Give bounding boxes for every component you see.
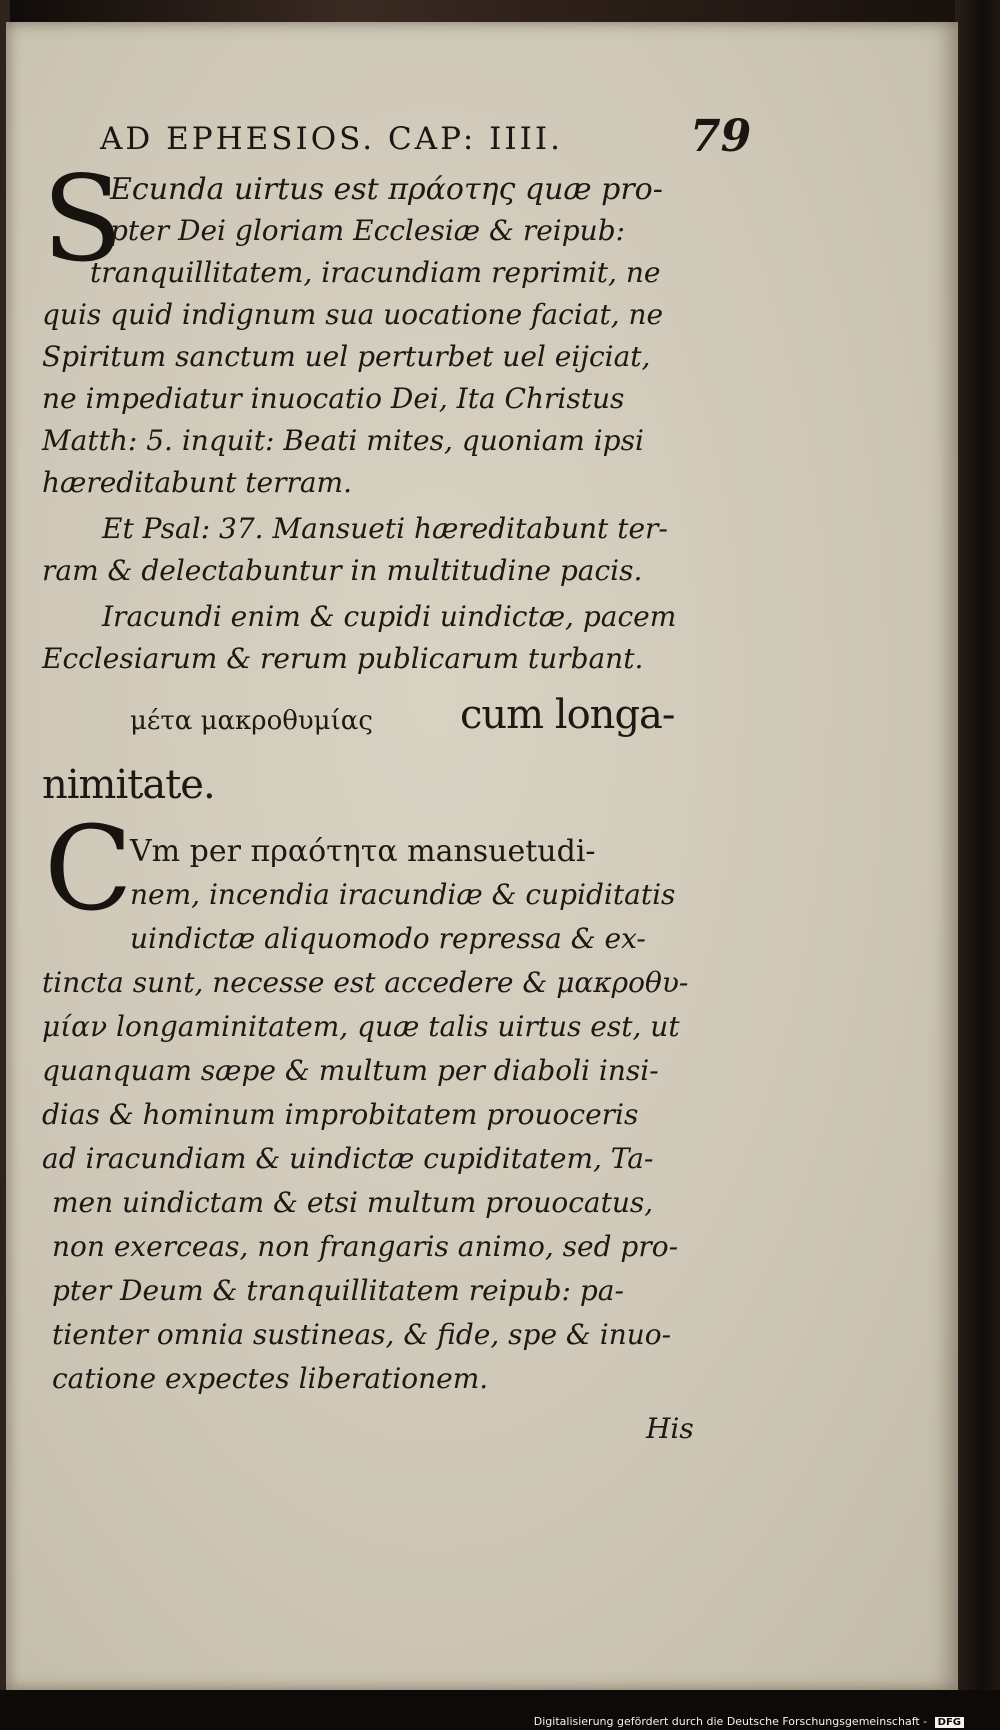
text-line: ram & delectabuntur in multitudine pacis.: [42, 554, 643, 587]
text-line: pter Deum & tranquillitatem reipub: pa-: [52, 1274, 624, 1307]
text-line: catione expectes liberationem.: [52, 1362, 489, 1395]
heading-latin: cum longa-: [460, 692, 675, 738]
footer-credit: [534, 1715, 964, 1728]
text-line: ad iracundiam & uindictæ cupiditatem, Ta-: [42, 1142, 654, 1175]
catchword: His: [646, 1412, 694, 1445]
text-line: quanquam sæpe & multum per diaboli insi-: [42, 1054, 659, 1087]
text-line: tienter omnia sustineas, & fide, spe & inuo-: [52, 1318, 672, 1351]
text-line: hæreditabunt terram.: [42, 466, 353, 499]
text-line: pter Dei gloriam Ecclesiæ & reipub:: [110, 214, 626, 247]
text-line: Ecclesiarum & rerum publicarum turbant.: [42, 642, 644, 675]
text-line: quis quid indignum sua uocatione faciat, ne: [42, 298, 664, 331]
heading-continuation: nimitate.: [42, 762, 215, 808]
text-line: ne impediatur inuocatio Dei, Ita Christus: [42, 382, 625, 415]
funding-credit: Digitalisierung gefördert durch die Deutsche Forschungsgemeinschaft -: [533, 1715, 928, 1728]
top-scan-edge: [0, 0, 1000, 24]
drop-capital-c: C: [44, 802, 133, 937]
dfg-logo: DFG: [935, 1717, 964, 1728]
text-line: tranquillitatem, iracundiam reprimit, ne: [90, 256, 661, 289]
text-line: dias & hominum improbitatem prouoceris: [42, 1098, 639, 1131]
page-number: 79: [690, 111, 752, 162]
drop-capital-s: S: [42, 150, 123, 288]
text-line: Vm per πραότητα mansuetudi-: [130, 834, 596, 869]
text-line: tincta sunt, necesse est accedere & μακροθυ-: [42, 966, 689, 999]
book-page: [6, 22, 958, 1690]
text-line: Matth: 5. inquit: Beati mites, quoniam ipsi: [42, 424, 644, 457]
text-line: μίαν longaminitatem, quæ talis uirtus est, ut: [42, 1010, 680, 1043]
text-line: Ecunda uirtus est πράοτης quæ pro-: [110, 172, 663, 207]
page-text: [42, 22, 742, 1622]
text-line: Et Psal: 37. Mansueti hæreditabunt ter-: [102, 512, 668, 545]
running-head: AD EPHESIOS. CAP: IIII.: [100, 121, 563, 157]
text-line: nem, incendia iracundiæ & cupiditatis: [130, 878, 676, 911]
book-binding-edge: [955, 0, 1000, 1730]
text-line: men uindictam & etsi multum prouocatus,: [52, 1186, 654, 1219]
text-line: Iracundi enim & cupidi uindictæ, pacem: [102, 600, 677, 633]
text-line: uindictæ aliquomodo repressa & ex-: [130, 922, 646, 955]
text-line: non exerceas, non frangaris animo, sed pro-: [52, 1230, 679, 1263]
heading-greek: μέτα μακροθυμίας: [130, 706, 373, 736]
text-line: Spiritum sanctum uel perturbet uel eijciat,: [42, 340, 651, 373]
